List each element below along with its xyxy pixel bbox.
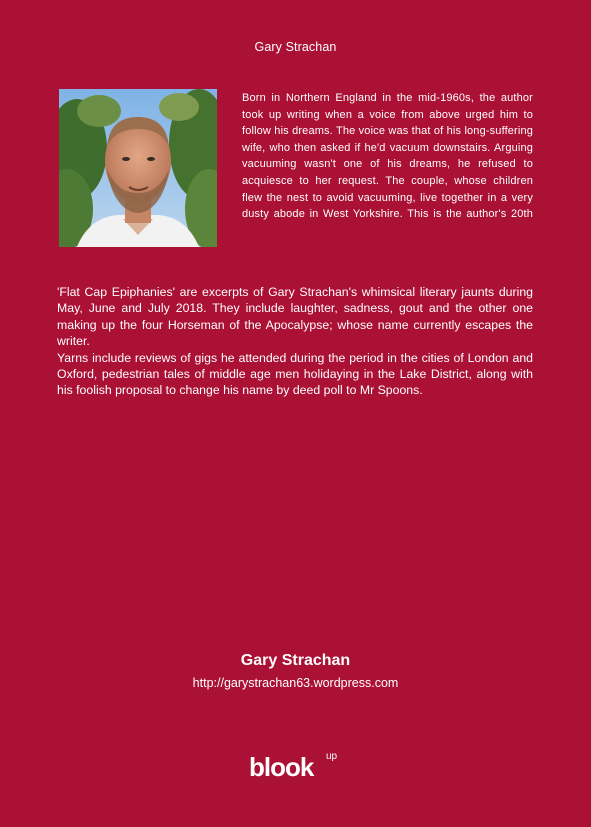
blookup-logo <box>249 752 349 784</box>
author-photo <box>59 89 217 247</box>
author-bio: Born in Northern England in the mid-1960s, the author took up writing when a voice from above urged him to follow his dreams. The voice was that of his long-suffering wife, who then asked if he'd vacuum downstairs. Arguing vacuuming wasn't one of his dreams, he refused to acquiesce to her request. The couple, whose children flew the nest to avoid vacuuming, live together in a very dusty abode in West Yorkshire. This is the author's 20th <box>242 92 533 221</box>
logo-superscript-text: up <box>326 751 338 762</box>
footer-author-name: Gary Strachan <box>240 652 351 669</box>
logo-main-text: blook <box>249 752 314 782</box>
description-paragraph: Yarns include reviews of gigs he attended during the period in the cities of London and Oxford, pedestrian tales of middle age men holidaying in the Lake District, along with his foolish proposal to change his name by deed poll to Mr Spoons. <box>57 350 533 398</box>
header-author-name: Gary Strachan <box>254 40 337 54</box>
book-description <box>57 284 533 399</box>
author-portrait-icon <box>59 89 217 247</box>
author-website-link[interactable]: http://garystrachan63.wordpress.com <box>192 676 399 690</box>
description-paragraph: 'Flat Cap Epiphanies' are excerpts of Gary Strachan's whimsical literary jaunts during May, June and July 2018. They include laughter, sadness, gout and the other one making up the four Horseman of the Apocalypse; whose name currently escapes the writer. <box>57 285 533 349</box>
